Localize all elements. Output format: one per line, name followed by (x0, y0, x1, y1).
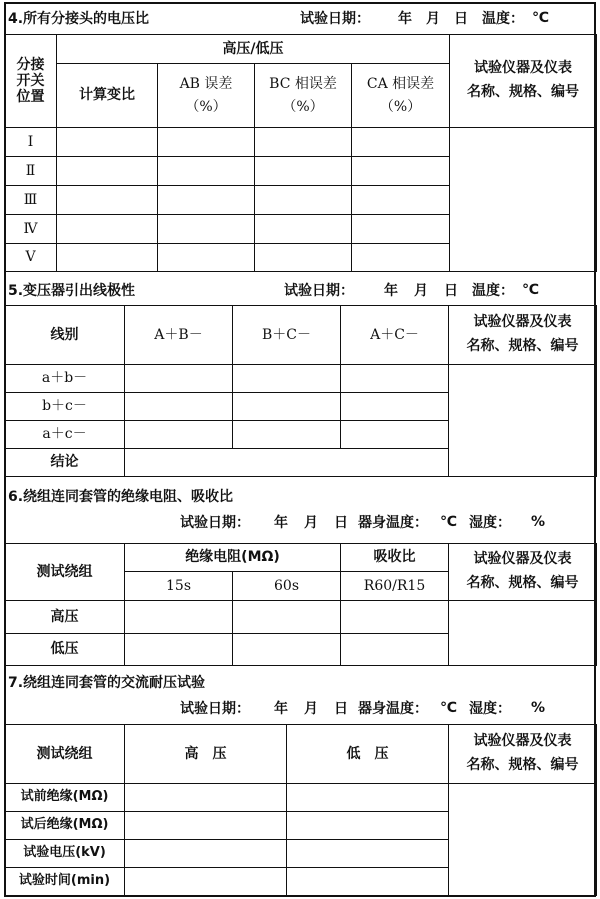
instrument-header: 试验仪器及仪表 名称、规格、编号 (449, 306, 597, 365)
cell[interactable] (57, 244, 158, 272)
cell[interactable] (341, 365, 449, 393)
section-6-meta (180, 510, 545, 534)
winding-header: 测试绕组 (5, 544, 125, 601)
celsius-unit: ℃ (440, 700, 457, 716)
celsius-unit: ℃ (532, 10, 549, 26)
instrument-header: 试验仪器及仪表 名称、规格、编号 (450, 35, 597, 128)
ca-error-header: CA 相误差 （%） (352, 64, 450, 128)
date-label: 试验日期： (300, 11, 370, 27)
cell[interactable] (233, 601, 341, 634)
cell[interactable] (57, 128, 158, 157)
cell[interactable] (255, 128, 352, 157)
post-insulation-label: 试后绝缘(MΩ) (5, 812, 125, 840)
body-temp-label: 器身温度： (358, 701, 428, 717)
tap-label: Ⅱ (5, 157, 57, 186)
bc-error-header: BC 相误差 （%） (255, 64, 352, 128)
ac-withstand-table (4, 724, 597, 896)
celsius-unit: ℃ (440, 514, 457, 530)
instrument-cell[interactable] (450, 128, 597, 272)
body-temp-label: 器身温度： (358, 515, 428, 531)
section-7-title: 7.绕组连同套管的交流耐压试验 (8, 675, 206, 691)
conclusion-label: 结论 (5, 449, 125, 477)
temp-label: 温度： (482, 11, 524, 27)
60s-header: 60s (233, 572, 341, 601)
year-label: 年 (274, 515, 288, 531)
date-label: 试验日期： (180, 701, 250, 717)
day-label: 日 (334, 701, 348, 717)
cell[interactable] (341, 601, 449, 634)
section-5-meta (284, 278, 539, 302)
hv-label: 高压 (5, 601, 125, 634)
cell[interactable] (352, 244, 450, 272)
conclusion-cell[interactable] (125, 449, 449, 477)
pre-insulation-label: 试前绝缘(MΩ) (5, 784, 125, 812)
cell[interactable] (125, 868, 287, 896)
cell[interactable] (352, 215, 450, 244)
instrument-header: 试验仪器及仪表 名称、规格、编号 (449, 725, 597, 784)
month-label: 月 (304, 515, 318, 531)
polarity-col-header: A＋C－ (341, 306, 449, 365)
cell[interactable] (158, 244, 255, 272)
cell[interactable] (287, 784, 449, 812)
cell[interactable] (352, 157, 450, 186)
ratio-table (4, 34, 597, 272)
cell[interactable] (57, 215, 158, 244)
cell[interactable] (125, 601, 233, 634)
section-5-title: 5.变压器引出线极性 (8, 283, 136, 299)
cell[interactable] (158, 128, 255, 157)
day-label: 日 (454, 11, 468, 27)
cell[interactable] (255, 186, 352, 215)
date-label: 试验日期： (180, 515, 250, 531)
line-label: a＋c－ (5, 421, 125, 449)
tap-label: Ⅲ (5, 186, 57, 215)
lv-label: 低压 (5, 634, 125, 666)
month-label: 月 (426, 11, 440, 27)
temp-label: 温度： (472, 283, 514, 299)
cell[interactable] (255, 215, 352, 244)
test-voltage-label: 试验电压(kV) (5, 840, 125, 868)
ab-error-header: AB 误差 （%） (158, 64, 255, 128)
year-label: 年 (274, 701, 288, 717)
cell[interactable] (233, 634, 341, 666)
instrument-cell[interactable] (449, 784, 597, 896)
15s-header: 15s (125, 572, 233, 601)
cell[interactable] (158, 157, 255, 186)
tap-label: Ⅰ (5, 128, 57, 157)
tap-label: Ⅴ (5, 244, 57, 272)
percent-unit: % (530, 514, 545, 530)
hv-header: 高 压 (125, 725, 287, 784)
tap-label: Ⅳ (5, 215, 57, 244)
instrument-header: 试验仪器及仪表 名称、规格、编号 (449, 544, 597, 601)
cell[interactable] (341, 393, 449, 421)
humidity-label: 湿度： (468, 515, 511, 531)
polarity-table (4, 305, 597, 477)
cell[interactable] (158, 186, 255, 215)
section-6-title: 6.绕组连同套管的绝缘电阻、吸收比 (8, 489, 234, 505)
cell[interactable] (57, 157, 158, 186)
cell[interactable] (255, 244, 352, 272)
line-label: b＋c－ (5, 393, 125, 421)
section-7-meta (180, 696, 545, 720)
cell[interactable] (125, 365, 233, 393)
insulation-table (4, 543, 597, 666)
day-label: 日 (444, 283, 458, 299)
humidity-label: 湿度： (468, 701, 511, 717)
test-time-label: 试验时间(min) (5, 868, 125, 896)
cell[interactable] (352, 128, 450, 157)
date-label: 试验日期： (284, 283, 354, 299)
polarity-col-header: B＋C－ (233, 306, 341, 365)
cell[interactable] (233, 421, 341, 449)
r60-r15-header: R60/R15 (341, 572, 449, 601)
instrument-cell[interactable] (449, 365, 597, 477)
winding-header: 测试绕组 (5, 725, 125, 784)
month-label: 月 (414, 283, 428, 299)
cell[interactable] (341, 634, 449, 666)
cell[interactable] (233, 365, 341, 393)
polarity-col-header: A＋B－ (125, 306, 233, 365)
cell[interactable] (287, 812, 449, 840)
instrument-cell[interactable] (449, 601, 597, 666)
cell[interactable] (233, 393, 341, 421)
calc-ratio-header: 计算变比 (57, 64, 158, 128)
insulation-resistance-header: 绝缘电阻(MΩ) (125, 544, 341, 572)
month-label: 月 (304, 701, 318, 717)
section-4-meta (300, 6, 549, 30)
year-label: 年 (398, 11, 412, 27)
cell[interactable] (341, 421, 449, 449)
lv-header: 低 压 (287, 725, 449, 784)
percent-unit: % (530, 700, 545, 716)
year-label: 年 (384, 283, 398, 299)
cell[interactable] (125, 393, 233, 421)
day-label: 日 (334, 515, 348, 531)
line-type-header: 线别 (5, 306, 125, 365)
tap-position-header: 分接 开关 位置 (5, 35, 57, 128)
section-4-title: 4.所有分接头的电压比 (8, 11, 150, 27)
cell[interactable] (255, 157, 352, 186)
celsius-unit: ℃ (522, 282, 539, 298)
cell[interactable] (125, 840, 287, 868)
cell[interactable] (352, 186, 450, 215)
line-label: a＋b－ (5, 365, 125, 393)
cell[interactable] (158, 215, 255, 244)
cell[interactable] (125, 812, 287, 840)
cell[interactable] (57, 186, 158, 215)
cell[interactable] (287, 868, 449, 896)
absorption-ratio-header: 吸收比 (341, 544, 449, 572)
hv-lv-header: 高压/低压 (57, 35, 450, 64)
cell[interactable] (125, 784, 287, 812)
cell[interactable] (125, 634, 233, 666)
cell[interactable] (287, 840, 449, 868)
cell[interactable] (125, 421, 233, 449)
